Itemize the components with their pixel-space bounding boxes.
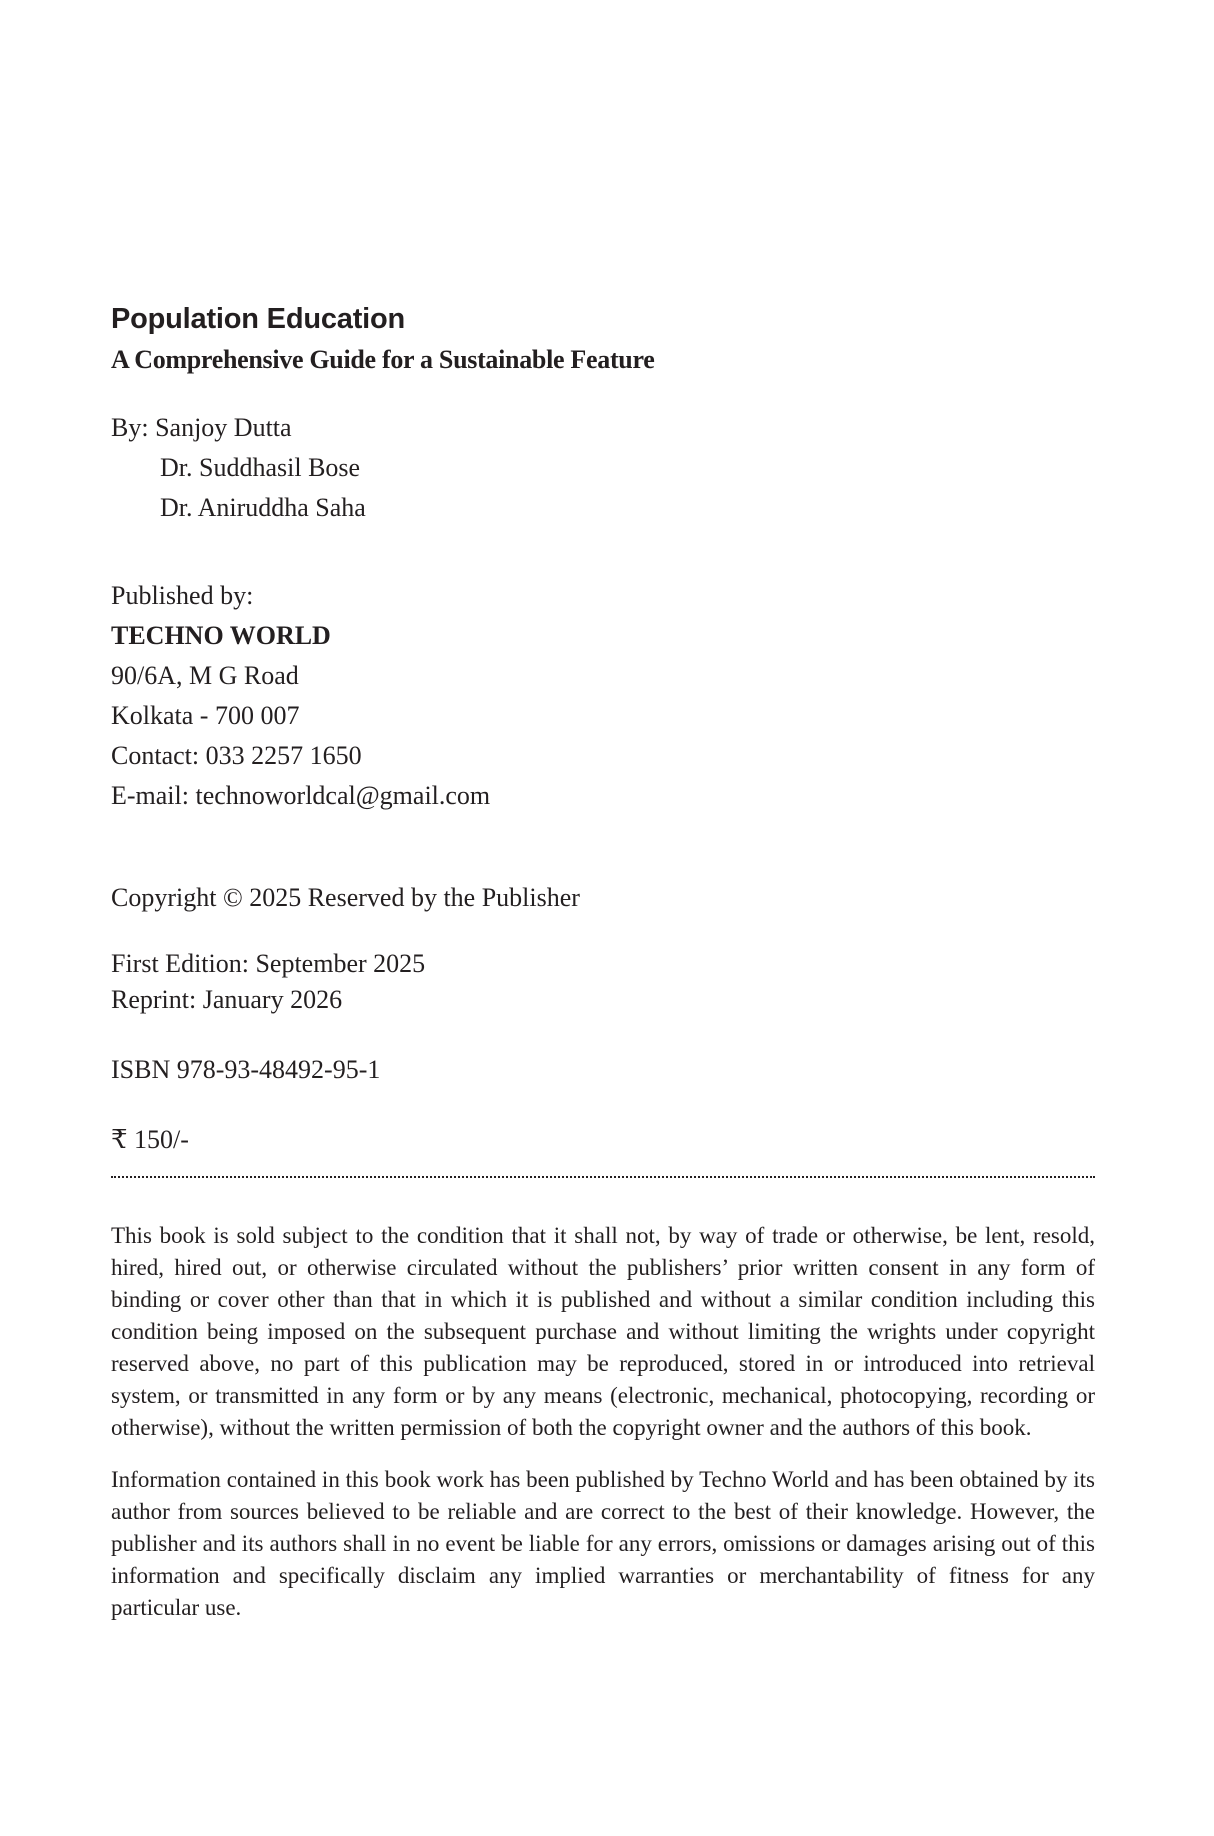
publisher-email: E-mail: technoworldcal@gmail.com bbox=[111, 781, 491, 810]
publisher-address-line1: 90/6A, M G Road bbox=[111, 661, 299, 690]
first-edition: First Edition: September 2025 bbox=[111, 949, 426, 978]
isbn: ISBN 978-93-48492-95-1 bbox=[111, 1055, 381, 1084]
book-subtitle: A Comprehensive Guide for a Sustainable Feature bbox=[111, 345, 655, 374]
author-third: Dr. Aniruddha Saha bbox=[160, 493, 366, 522]
disclaimer-notice: Information contained in this book work has been published by Techno World and has been obtained by its author from sources believed to be reliable and are correct to the best of their knowledge. However, the publisher and its authors shall in no event be liable for any errors, omissions or damages arising out of this information and specifically disclaim any implied warranties or merchantability of fitness for any particular use. bbox=[111, 1467, 1095, 1620]
price: ₹ 150/- bbox=[111, 1125, 189, 1154]
sale-condition-notice: This book is sold subject to the condition that it shall not, by way of trade or otherwise, be lent, resold, hired, hired out, or otherwise circulated without the publishers’ prior written consent in any form of binding or cover other than that in which it is published and without a similar condition including this condition being imposed on the subsequent purchase and without limiting the wrights under copyright reserved above, no part of this publication may be reproduced, stored in or introduced into retrieval system, or transmitted in any form or by any means (electronic, mechanical, photocopying, recording or otherwise), without the written permission of both the copyright owner and the authors of this book. bbox=[111, 1223, 1095, 1440]
published-by-label: Published by: bbox=[111, 581, 254, 610]
imprint-page bbox=[111, 300, 1095, 1624]
publisher-name: TECHNO WORLD bbox=[111, 621, 331, 650]
dotted-divider bbox=[111, 1176, 1095, 1178]
publisher-block bbox=[111, 576, 1095, 816]
book-title: Population Education bbox=[111, 303, 406, 335]
author-list bbox=[111, 408, 1095, 528]
edition-info bbox=[111, 946, 1095, 1018]
copyright-line: Copyright © 2025 Reserved by the Publisher bbox=[111, 883, 580, 912]
publisher-address-line2: Kolkata - 700 007 bbox=[111, 701, 300, 730]
reprint-edition: Reprint: January 2026 bbox=[111, 985, 343, 1014]
author-second: Dr. Suddhasil Bose bbox=[160, 453, 361, 482]
publisher-contact: Contact: 033 2257 1650 bbox=[111, 741, 362, 770]
author-lead: By: Sanjoy Dutta bbox=[111, 413, 292, 442]
